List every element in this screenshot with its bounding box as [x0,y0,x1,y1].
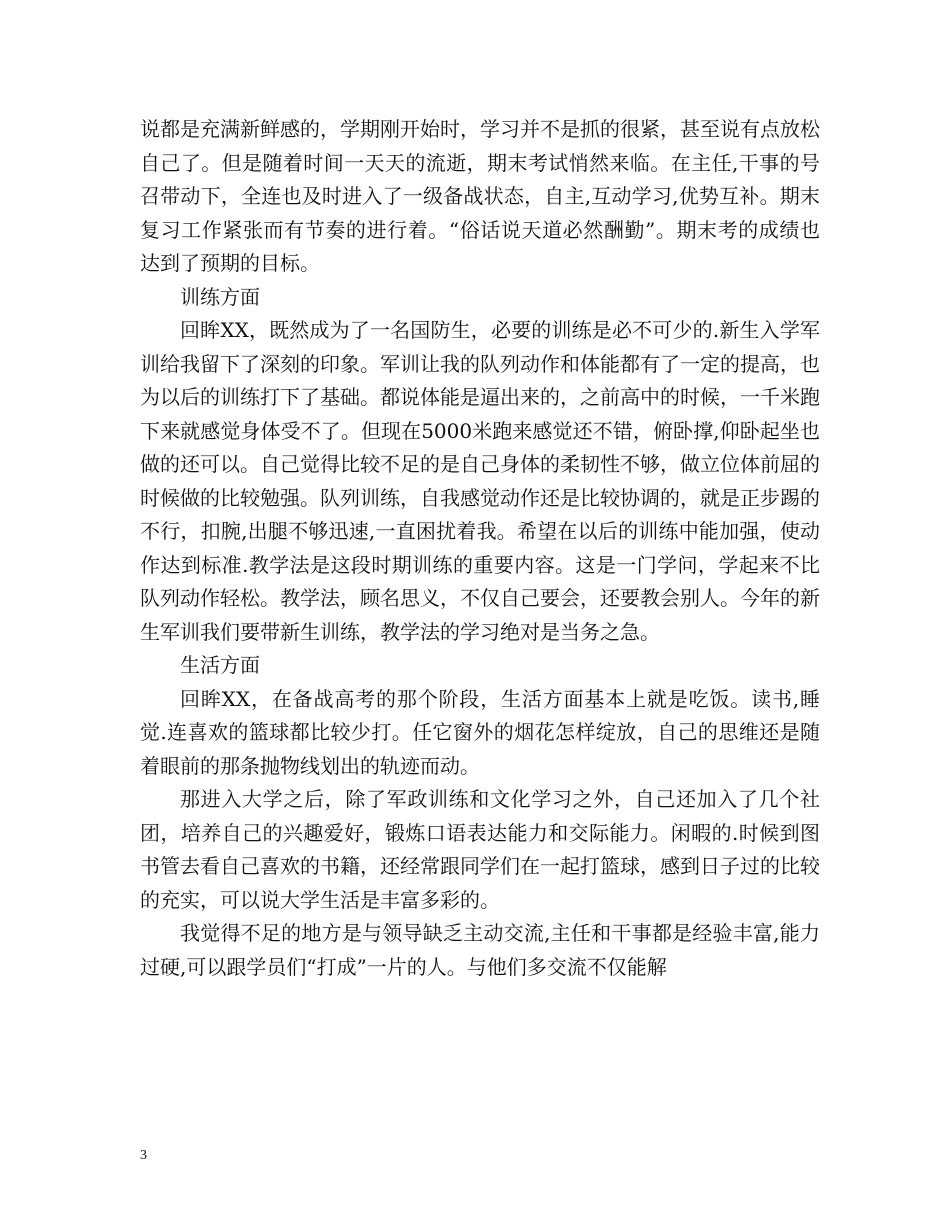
paragraph-training: 回眸XX，既然成为了一名国防生，必要的训练是必不可少的.新生入学军训给我留下了深刻的印象。军训让我的队列动作和体能都有了一定的提高，也为以后的训练打下了基础。都说体能是逼出来的，之前高中的时候，一千米跑下来就感觉身体受不了。但现在5000米跑来感觉还不错，俯卧撑,仰卧起坐也做的还可以。自己觉得比较不足的是自己身体的柔韧性不够，做立位体前屈的时候做的比较勉强。队列训练，自我感觉动作还是比较协调的，就是正步踢的不行，扣腕,出腿不够迅速,一直困扰着我。希望在以后的训练中能加强，使动作达到标准.教学法是这段时期训练的重要内容。这是一门学问，学起来不比队列动作轻松。教学法，顾名思义，不仅自己要会，还要教会别人。今年的新生军训我们要带新生训练，教学法的学习绝对是当务之急。 [140,318,820,644]
section-heading-training: 训练方面 [180,284,260,309]
document-body [140,113,820,984]
paragraph-shortcomings: 我觉得不足的地方是与领导缺乏主动交流,主任和干事都是经验丰富,能力过硬,可以跟学员们“打成”一片的人。与他们多交流不仅能解 [140,921,820,979]
section-heading-life: 生活方面 [180,653,260,677]
paragraph-life-university: 那进入大学之后，除了军政训练和文化学习之外，自己还加入了几个社团，培养自己的兴趣爱好，锻炼口语表达能力和交际能力。闲暇的.时候到图书管去看自己喜欢的书籍，还经常跟同学们在一起打篮球，感到日子过的比较的充实，可以说大学生活是丰富多彩的。 [140,787,820,912]
paragraph-life-before: 回眸XX，在备战高考的那个阶段，生活方面基本上就是吃饭。读书,睡觉.连喜欢的篮球都比较少打。任它窗外的烟花怎样绽放，自己的思维还是随着眼前的那条抛物线划出的轨迹而动。 [140,686,820,778]
page-number: 3 [140,1148,147,1163]
paragraph-intro-continued: 说都是充满新鲜感的，学期刚开始时，学习并不是抓的很紧，甚至说有点放松自己了。但是随着时间一天天的流逝，期末考试悄然来临。在主任,干事的号召带动下，全连也及时进入了一级备战状态，自主,互动学习,优势互补。期末复习工作紧张而有节奏的进行着。“俗话说天道必然酬勤”。期末考的成绩也达到了预期的目标。 [140,117,820,275]
